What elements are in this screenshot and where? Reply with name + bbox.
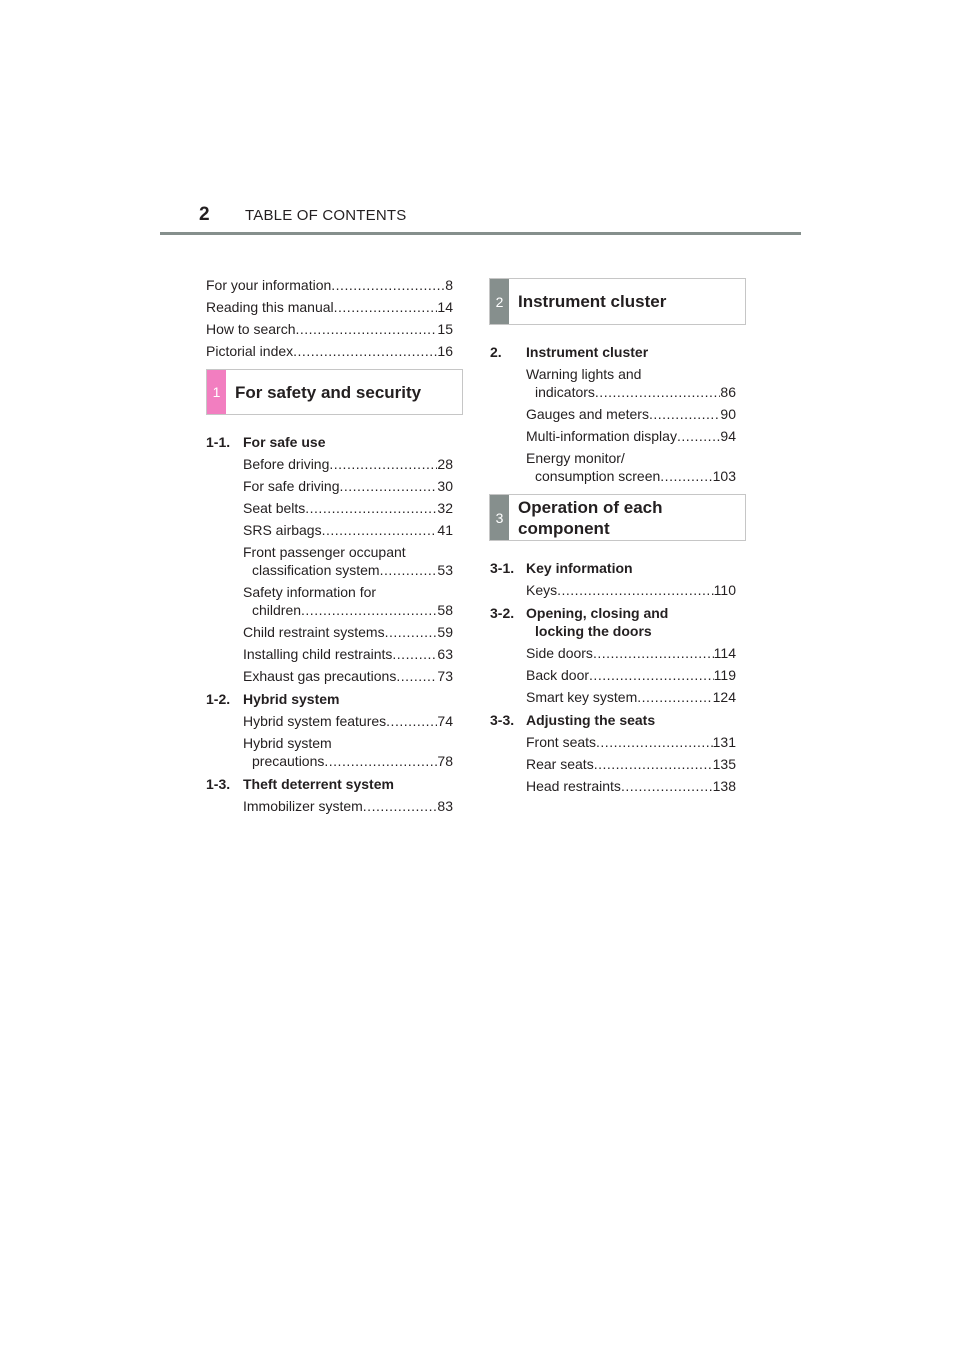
toc-leader-dots — [331, 276, 445, 294]
toc-entry-label: Multi-information display — [526, 428, 677, 444]
toc-entry-page: 83 — [437, 798, 453, 814]
toc-entry-front-seats[interactable] — [526, 733, 736, 751]
toc-entry-warning-lights-indicators[interactable] — [535, 383, 736, 401]
toc-entry-page: 8 — [445, 277, 453, 293]
toc-entry-label: Reading this manual — [206, 299, 334, 315]
toc-entry-page: 131 — [712, 734, 736, 750]
chapter-3-box[interactable] — [489, 494, 746, 541]
toc-entry-label: indicators — [535, 384, 595, 400]
toc-leader-dots — [594, 755, 713, 773]
toc-leader-dots — [589, 666, 714, 684]
toc-leader-dots — [386, 712, 437, 730]
toc-entry-page: 73 — [437, 668, 453, 684]
toc-entry-page: 86 — [720, 384, 736, 400]
toc-entry-page: 15 — [437, 321, 453, 337]
toc-entry-front-passenger-line1[interactable]: Front passenger occupant — [243, 544, 406, 560]
section-number: 1-2. — [206, 691, 231, 707]
toc-leader-dots — [396, 667, 437, 685]
toc-leader-dots — [649, 405, 720, 423]
toc-leader-dots — [293, 342, 437, 360]
toc-entry-page: 110 — [713, 582, 736, 598]
toc-entry-hybrid-system-precautions[interactable] — [252, 752, 453, 770]
toc-leader-dots — [392, 645, 437, 663]
toc-leader-dots — [295, 320, 437, 338]
toc-entry-immobilizer-system[interactable] — [243, 797, 453, 815]
section-title: For safe use — [243, 434, 326, 450]
toc-entry-smart-key-system[interactable] — [526, 688, 736, 706]
toc-entry-label: Installing child restraints — [243, 646, 393, 662]
toc-entry-label: classification system — [252, 562, 380, 578]
toc-entry-label: For safe driving — [243, 478, 340, 494]
toc-entry-label: precautions — [252, 753, 325, 769]
toc-entry-head-restraints[interactable] — [526, 777, 736, 795]
toc-entry-for-safe-driving[interactable] — [243, 477, 453, 495]
toc-leader-dots — [322, 521, 438, 539]
toc-leader-dots — [557, 581, 714, 599]
section-number: 3-3. — [490, 712, 515, 728]
header-rule — [160, 232, 801, 235]
section-number: 1-3. — [206, 776, 231, 792]
toc-entry-page: 14 — [437, 299, 453, 315]
toc-entry-gauges-and-meters[interactable] — [526, 405, 736, 423]
toc-entry-label: Side doors — [526, 645, 593, 661]
toc-leader-dots — [637, 688, 712, 706]
chapter-2-box[interactable] — [489, 278, 746, 325]
toc-entry-hybrid-system-features[interactable] — [243, 712, 453, 730]
section-title-line2: locking the doors — [535, 623, 652, 639]
toc-entry-label: Pictorial index — [206, 343, 294, 359]
section-title: Adjusting the seats — [526, 712, 656, 728]
toc-entry-front-passenger-occupant[interactable] — [252, 561, 453, 579]
toc-entry-page: 16 — [437, 343, 453, 359]
section-title-line1: Opening, closing and — [526, 605, 669, 621]
toc-entry-page: 41 — [437, 522, 453, 538]
toc-entry-label: Hybrid system features — [243, 713, 387, 729]
page-header-title: TABLE OF CONTENTS — [245, 207, 407, 224]
toc-entry-keys[interactable] — [526, 581, 736, 599]
chapter-2-tab: 2 — [490, 279, 509, 324]
section-number: 3-2. — [490, 605, 515, 621]
toc-leader-dots — [301, 601, 437, 619]
chapter-3-title-line2: component — [518, 519, 610, 538]
toc-entry-label: SRS airbags — [243, 522, 322, 538]
toc-entry-label: How to search — [206, 321, 296, 337]
section-title: Theft deterrent system — [243, 776, 394, 792]
toc-entry-label: Child restraint systems — [243, 624, 385, 640]
toc-leader-dots — [334, 298, 438, 316]
toc-entry-seat-belts[interactable] — [243, 499, 453, 517]
toc-leader-dots — [621, 777, 713, 795]
toc-entry-page: 30 — [437, 478, 453, 494]
toc-leader-dots — [677, 427, 720, 445]
section-number: 2. — [490, 344, 502, 360]
toc-entry-back-door[interactable] — [526, 666, 736, 684]
toc-entry-warning-lights-line1[interactable]: Warning lights and — [526, 366, 642, 382]
toc-entry-label: Back door — [526, 667, 590, 683]
toc-entry-for-your-information[interactable] — [206, 276, 453, 294]
toc-entry-side-doors[interactable] — [526, 644, 736, 662]
section-3-2-heading[interactable] — [490, 604, 750, 640]
toc-entry-how-to-search[interactable] — [206, 320, 453, 338]
toc-entry-label: For your information — [206, 277, 332, 293]
chapter-1-tab: 1 — [207, 370, 226, 414]
toc-entry-installing-child-restraints[interactable] — [243, 645, 453, 663]
toc-leader-dots — [329, 455, 437, 473]
toc-entry-page: 28 — [437, 456, 453, 472]
toc-entry-page: 124 — [712, 689, 736, 705]
toc-entry-safety-information-line1[interactable]: Safety information for — [243, 584, 377, 600]
toc-entry-label: Immobilizer system — [243, 798, 363, 814]
toc-leader-dots — [660, 467, 712, 485]
toc-leader-dots — [380, 561, 438, 579]
toc-entry-label: children — [252, 602, 302, 618]
toc-entry-label: Exhaust gas precautions — [243, 668, 397, 684]
toc-entry-label: Before driving — [243, 456, 330, 472]
toc-entry-safety-information-children[interactable] — [252, 601, 453, 619]
chapter-1-box[interactable] — [206, 369, 463, 415]
toc-leader-dots — [324, 752, 437, 770]
toc-leader-dots — [595, 383, 721, 401]
toc-entry-page: 59 — [437, 624, 453, 640]
toc-entry-page: 135 — [712, 756, 736, 772]
toc-entry-rear-seats[interactable] — [526, 755, 736, 773]
toc-leader-dots — [305, 499, 437, 517]
toc-leader-dots — [339, 477, 437, 495]
toc-entry-srs-airbags[interactable] — [243, 521, 453, 539]
page-number: 2 — [199, 204, 210, 225]
toc-entry-hybrid-system-line1[interactable]: Hybrid system — [243, 735, 332, 751]
toc-entry-page: 90 — [720, 406, 736, 422]
toc-entry-label: Head restraints — [526, 778, 621, 794]
section-title: Key information — [526, 560, 633, 576]
toc-entry-multi-information-display[interactable] — [526, 427, 736, 445]
chapter-3-tab: 3 — [490, 495, 509, 540]
section-title: Hybrid system — [243, 691, 340, 707]
toc-entry-label: Keys — [526, 582, 558, 598]
toc-entry-energy-monitor-consumption-screen[interactable] — [535, 467, 736, 485]
section-number: 3-1. — [490, 560, 515, 576]
toc-entry-page: 114 — [713, 645, 736, 661]
section-number: 1-1. — [206, 434, 231, 450]
toc-entry-page: 58 — [437, 602, 453, 618]
toc-entry-label: consumption screen — [535, 468, 661, 484]
toc-entry-label: Gauges and meters — [526, 406, 649, 422]
toc-entry-label: Seat belts — [243, 500, 306, 516]
toc-entry-page: 53 — [437, 562, 453, 578]
toc-entry-child-restraint-systems[interactable] — [243, 623, 453, 641]
toc-entry-before-driving[interactable] — [243, 455, 453, 473]
toc-entry-reading-this-manual[interactable] — [206, 298, 453, 316]
toc-leader-dots — [593, 644, 714, 662]
chapter-2-title: Instrument cluster — [518, 292, 667, 311]
toc-entry-page: 32 — [437, 500, 453, 516]
toc-entry-page: 94 — [720, 428, 736, 444]
toc-leader-dots — [596, 733, 713, 751]
chapter-3-title-line1: Operation of each — [518, 498, 663, 517]
toc-leader-dots — [363, 797, 438, 815]
section-title: Instrument cluster — [526, 344, 649, 360]
toc-entry-label: Rear seats — [526, 756, 594, 772]
chapter-1-title: For safety and security — [235, 383, 422, 402]
toc-leader-dots — [385, 623, 438, 641]
toc-entry-page: 63 — [437, 646, 453, 662]
toc-entry-page: 103 — [712, 468, 736, 484]
toc-entry-label: Front seats — [526, 734, 597, 750]
toc-entry-exhaust-gas-precautions[interactable] — [243, 667, 453, 685]
toc-entry-page: 138 — [712, 778, 736, 794]
toc-entry-page: 119 — [713, 667, 736, 683]
toc-entry-energy-monitor-line1[interactable]: Energy monitor/ — [526, 450, 625, 466]
toc-entry-page: 78 — [437, 753, 453, 769]
toc-entry-pictorial-index[interactable] — [206, 342, 453, 360]
toc-entry-label: Smart key system — [526, 689, 638, 705]
toc-entry-page: 74 — [437, 713, 453, 729]
